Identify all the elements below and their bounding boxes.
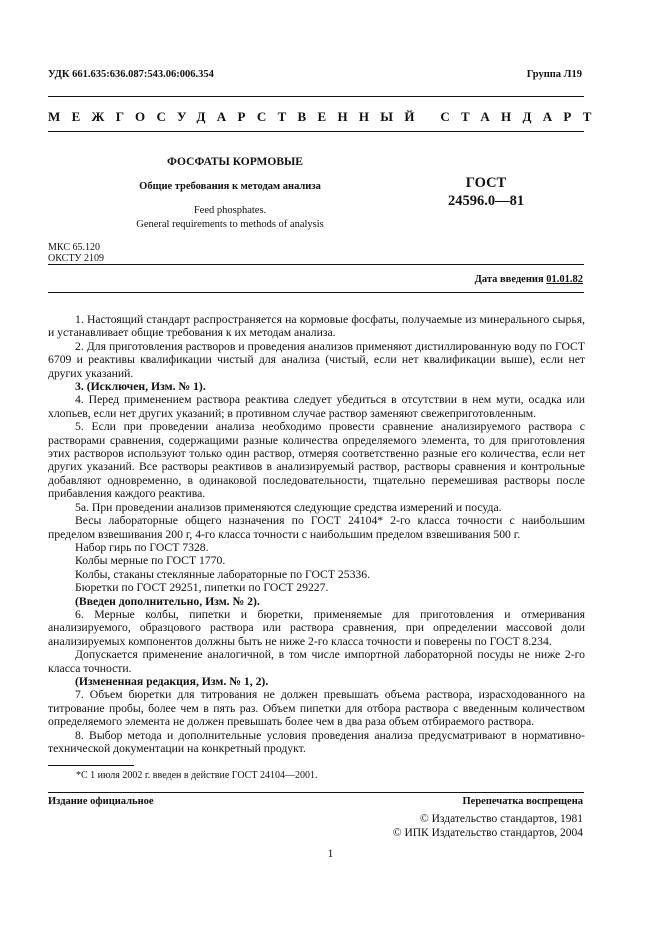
introduction-date-value: 01.01.82 xyxy=(546,274,583,285)
paragraph-glassware: Колбы, стаканы стеклянные лабораторные по ГОСТ 25336. xyxy=(75,567,371,581)
top-rule xyxy=(48,96,584,97)
footer-rule xyxy=(48,792,584,793)
paragraph-7: 7. Объем бюретки для титрования не должен превышать объема раствора, израсходованного на титрование пробы, более чем в пять раз. Объем пипетки для отбора раствора с введенным количеством определяемого элемента не должен превышать более чем в два раза объем отбираемого раствора. xyxy=(48,688,585,729)
document-title: ФОСФАТЫ КОРМОВЫЕ xyxy=(167,156,303,168)
english-title: Feed phosphates. xyxy=(193,205,267,216)
english-subtitle: General requirements to methods of analysis xyxy=(136,219,324,230)
paragraph-6-note: Допускается применение аналогичной, в том числе импортной лабораторной посуды не ниже 2-го класса точности. xyxy=(48,648,585,675)
paragraph-burettes: Бюретки по ГОСТ 29251, пипетки по ГОСТ 29227. xyxy=(75,581,329,595)
banner-rule xyxy=(48,131,584,132)
paragraph-4: 4. Перед применением раствора реактива следует убедиться в отсутствии в нем мути, осадка или хлопьев, если нет других указаний; в противном случае раствор заменяют свежеприготовленным. xyxy=(48,393,585,420)
paragraph-weights: Набор гирь по ГОСТ 7328. xyxy=(75,540,209,554)
amendment-note-1: (Введен дополнительно, Изм. № 2). xyxy=(75,594,260,608)
gost-number: 24596.0—81 xyxy=(447,193,525,209)
introduction-date-label: Дата введения xyxy=(474,274,547,285)
paragraph-2: 2. Для приготовления растворов и проведения анализов применяют дистиллированную воду по ГОСТ 6709 и реактивы квалификации чистый для анализа (чистый, если нет квалификации выше), если нет других указаний. xyxy=(48,339,585,380)
gost-label: ГОСТ xyxy=(465,175,507,191)
group-code: Группа Л19 xyxy=(526,69,582,80)
footnote-rule xyxy=(48,765,134,766)
paragraph-3: 3. (Исключен, Изм. № 1). xyxy=(75,380,206,394)
official-edition-label: Издание официальное xyxy=(48,796,154,807)
amendment-note-2: (Измененная редакция, Изм. № 1, 2). xyxy=(75,674,269,688)
paragraph-8: 8. Выбор метода и дополнительные условия проведения анализа предусматривают в нормативно-технической документации на конкретный продукт. xyxy=(48,728,585,755)
mks-code: МКС 65.120 xyxy=(48,242,100,253)
introduction-date xyxy=(475,274,583,285)
okstu-code: ОКСТУ 2109 xyxy=(48,253,105,264)
copyright-2004: © ИПК Издательство стандартов, 2004 xyxy=(392,827,583,839)
footnote: *С 1 июля 2002 г. введен в действие ГОСТ 24104—2001. xyxy=(76,770,318,781)
document-subtitle: Общие требования к методам анализа xyxy=(139,181,321,192)
paragraph-flasks: Колбы мерные по ГОСТ 1770. xyxy=(75,554,226,568)
paragraph-1: 1. Настоящий стандарт распространяется на кормовые фосфаты, получаемые из минерального сырья, и устанавливает общие требования к их методам анализа. xyxy=(48,313,585,340)
date-rule xyxy=(48,292,584,293)
paragraph-5: 5. Если при проведении анализа необходимо провести сравнение анализируемого раствора с растворами сравнения, содержащими разные количества определяемого элемента, то для приготовления этих растворов используют только один раствор, отмеряя соответственно разные его количества, если нет других указаний. Все растворы реактивов в анализируемый раствор, растворы сравнения и контрольные добавляют одновременно, в одинаковой последовательности, тщательно перемешивая растворы после прибавления каждого реактива. xyxy=(48,420,585,501)
document-body xyxy=(48,313,585,755)
classification-codes xyxy=(48,242,104,264)
codes-rule xyxy=(48,264,584,265)
copyright-block xyxy=(393,812,583,840)
standard-banner: МЕЖГОСУДАРСТВЕННЫЙ СТАНДАРТ xyxy=(48,109,603,124)
gost-designation xyxy=(436,174,536,210)
paragraph-5a: 5а. При проведении анализов применяются следующие средства измерений и посуда. xyxy=(75,500,502,514)
paragraph-6: 6. Мерные колбы, пипетки и бюретки, применяемые для приготовления и отмеривания анализируемого, образцового раствора или раствора сравнения, при определении массовой доли анализируемых компонентов должны быть не ниже 2-го класса точности и поверены по ГОСТ 8.234. xyxy=(48,607,585,648)
paragraph-scales: Весы лабораторные общего назначения по ГОСТ 24104* 2-го класса точности с наибольшим пределом взвешивания 200 г, 4-го класса точности с наибольшим пределом взвешивания 500 г. xyxy=(48,514,585,541)
udk-code: УДК 661.635:636.087:543.06:006.354 xyxy=(48,69,214,80)
page-number: 1 xyxy=(327,848,334,860)
copyright-1981: © Издательство стандартов, 1981 xyxy=(419,813,583,825)
reprint-prohibited-label: Перепечатка воспрещена xyxy=(462,796,583,807)
